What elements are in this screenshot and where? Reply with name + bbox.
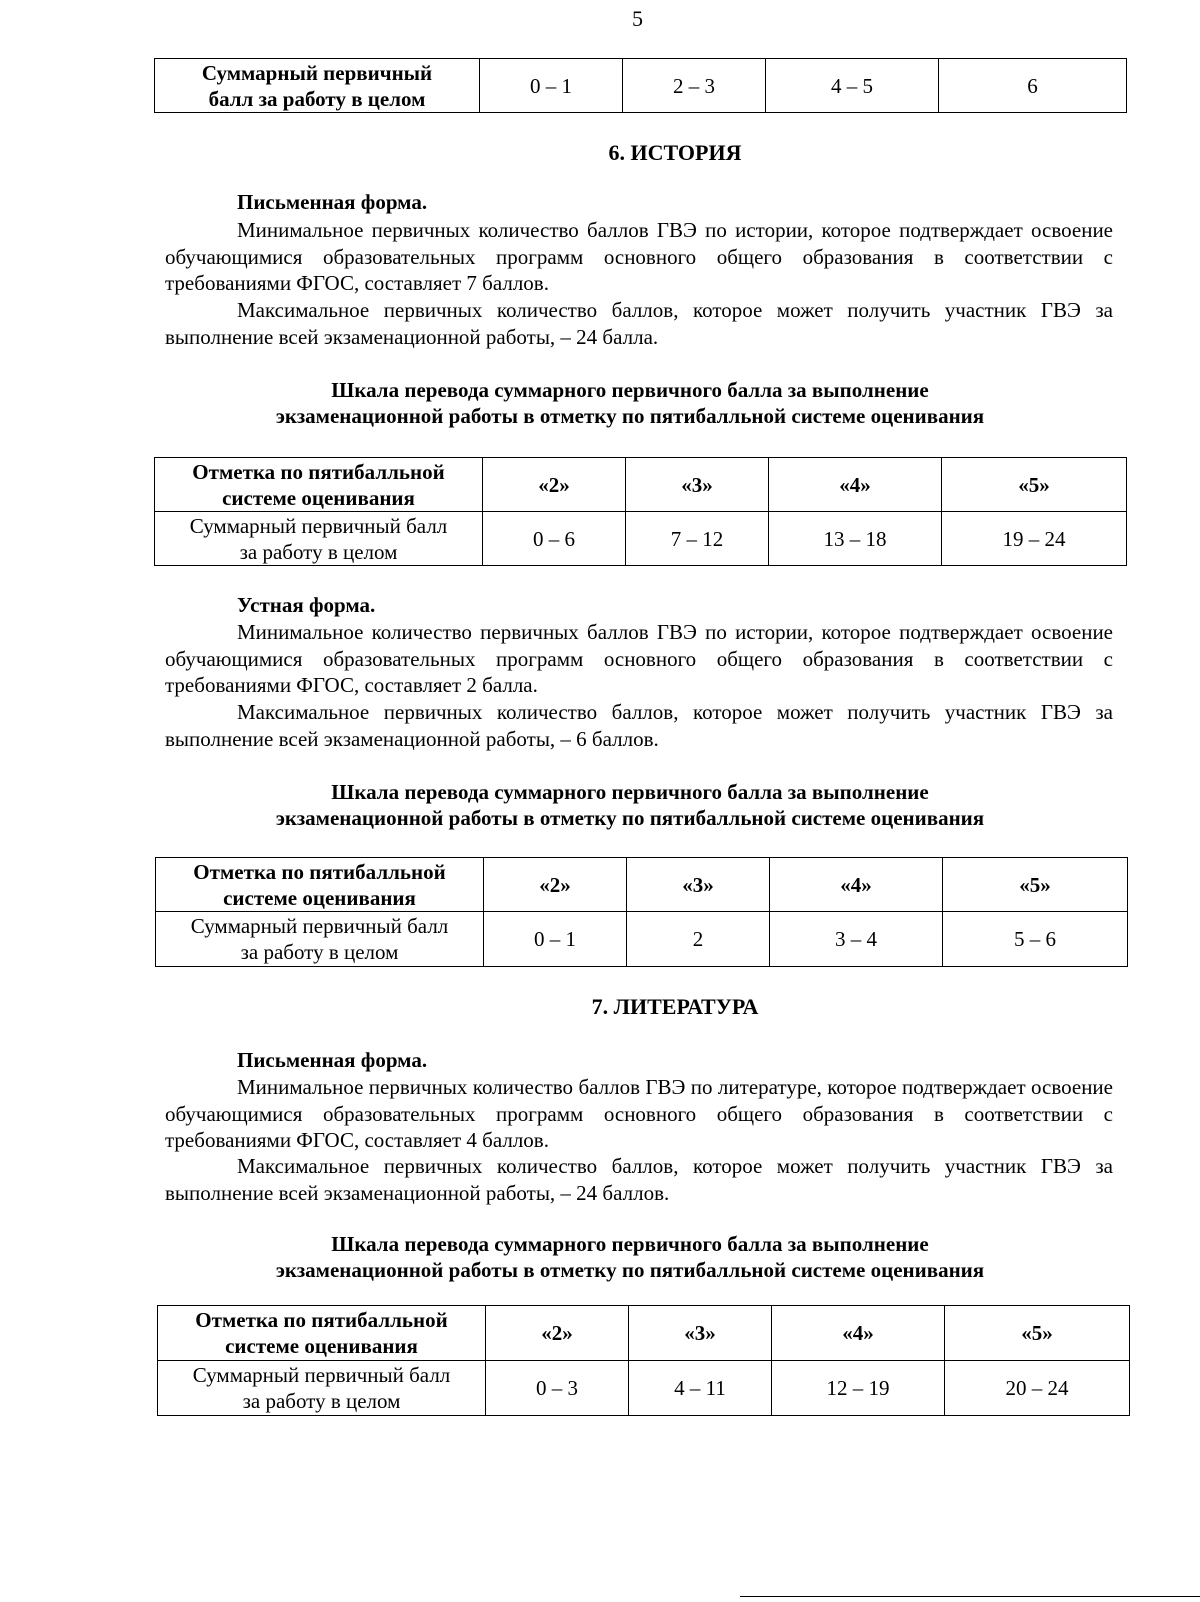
section-title-history: 6. ИСТОРИЯ — [608, 140, 742, 165]
top-table-cell: 4 – 5 — [766, 59, 939, 113]
grade-header-cell: «4» — [772, 1306, 945, 1361]
score-range-cell: 12 – 19 — [772, 1361, 945, 1416]
score-range-cell: 5 – 6 — [943, 912, 1128, 967]
grade-header-cell: «5» — [945, 1306, 1130, 1361]
score-row-label: Суммарный первичный балл за работу в целом — [155, 512, 483, 566]
grade-header-cell: «5» — [942, 458, 1127, 512]
history-oral-min-paragraph: Минимальное количество первичных баллов ГВЭ по истории, которое подтверждает освоение обучающимися образовательных программ основного общего образования в соответствии с требованиями ФГОС, составляет 2 балла. — [165, 620, 1113, 697]
top-score-table — [154, 58, 1127, 113]
literature-written-max-paragraph: Максимальное первичных количество баллов, которое может получить участник ГВЭ за выполнение всей экзаменационной работы, – 24 баллов. — [165, 1154, 1113, 1205]
score-range-cell: 4 – 11 — [629, 1361, 772, 1416]
written-form-heading: Письменная форма. — [237, 190, 428, 214]
grade-header-label: Отметка по пятибалльной системе оценивания — [155, 458, 483, 512]
grade-header-cell: «4» — [770, 858, 943, 912]
grade-header-cell: «2» — [486, 1306, 629, 1361]
grade-header-cell: «3» — [626, 458, 769, 512]
grade-header-cell: «2» — [483, 458, 626, 512]
scale-title: Шкала перевода суммарного первичного балла за выполнение экзаменационной работы в отметку по пятибалльной системе оценивания — [275, 378, 985, 428]
grade-header-cell: «3» — [627, 858, 770, 912]
score-range-cell: 19 – 24 — [942, 512, 1127, 566]
score-range-cell: 20 – 24 — [945, 1361, 1130, 1416]
grade-header-cell: «5» — [943, 858, 1128, 912]
written-form-heading: Письменная форма. — [237, 1048, 428, 1072]
score-range-cell: 0 – 3 — [486, 1361, 629, 1416]
score-range-cell: 3 – 4 — [770, 912, 943, 967]
history-written-max-paragraph: Максимальное первичных количество баллов, которое может получить участник ГВЭ за выполнение всей экзаменационной работы, – 24 балла. — [165, 298, 1113, 349]
grade-header-label: Отметка по пятибалльной системе оценивания — [156, 858, 484, 912]
score-row-label: Суммарный первичный балл за работу в целом — [156, 912, 484, 967]
oral-form-heading: Устная форма. — [237, 593, 376, 617]
score-range-cell: 13 – 18 — [769, 512, 942, 566]
top-table-cell: 0 – 1 — [480, 59, 623, 113]
score-range-cell: 7 – 12 — [626, 512, 769, 566]
grade-header-label: Отметка по пятибалльной системе оценивания — [158, 1306, 486, 1361]
history-written-min-paragraph: Минимальное первичных количество баллов ГВЭ по истории, которое подтверждает освоение обучающимися образовательных программ основного общего образования в соответствии с требованиями ФГОС, составляет 7 баллов. — [165, 218, 1113, 295]
scale-title: Шкала перевода суммарного первичного балла за выполнение экзаменационной работы в отметку по пятибалльной системе оценивания — [275, 780, 985, 830]
score-range-cell: 2 — [627, 912, 770, 967]
page-number: 5 — [632, 6, 643, 31]
history-oral-grade-table — [155, 857, 1128, 967]
footer-rule — [740, 1596, 1200, 1597]
score-row-label: Суммарный первичный балл за работу в целом — [158, 1361, 486, 1416]
history-written-grade-table — [154, 457, 1127, 566]
top-table-cell: 2 – 3 — [623, 59, 766, 113]
history-oral-max-paragraph: Максимальное первичных количество баллов, которое может получить участник ГВЭ за выполнение всей экзаменационной работы, – 6 баллов. — [165, 700, 1113, 751]
scale-title: Шкала перевода суммарного первичного балла за выполнение экзаменационной работы в отметку по пятибалльной системе оценивания — [275, 1232, 985, 1282]
score-range-cell: 0 – 1 — [484, 912, 627, 967]
section-title-literature: 7. ЛИТЕРАТУРА — [591, 994, 759, 1019]
grade-header-cell: «4» — [769, 458, 942, 512]
literature-written-min-paragraph: Минимальное первичных количество баллов ГВЭ по литературе, которое подтверждает освоение обучающимися образовательных программ основного общего образования в соответствии с требованиями ФГОС, составляет 4 баллов. — [165, 1075, 1113, 1152]
top-table-label: Суммарный первичный балл за работу в целом — [155, 59, 480, 113]
grade-header-cell: «3» — [629, 1306, 772, 1361]
literature-written-grade-table — [157, 1305, 1130, 1416]
top-table-cell: 6 — [939, 59, 1127, 113]
score-range-cell: 0 – 6 — [483, 512, 626, 566]
grade-header-cell: «2» — [484, 858, 627, 912]
